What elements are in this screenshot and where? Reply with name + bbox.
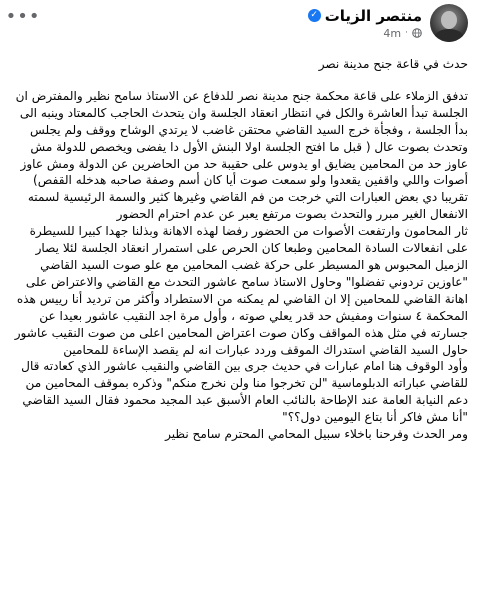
post-header [308, 2, 468, 44]
post-paragraph: تدفق الزملاء على قاعة محكمة جنح مدينة نصر للدفاع عن الاستاذ سامح نظير والمفترض ان الجلسة تبدأ العاشرة والكل في انتظار انعقاد الجلسة وان يتحدث الحاجب كالمعتاد وينبه الى بدأ الجلسة ، وفجأة خرج السيد القاضي محتقن غاضب لا يرتدي الوشاح ووقف ولم يجلس وتحدث بصوت عال ( قبل ما افتح الجلسة اولا البنش الأول دا يفضى ويخصص للدولة مش عاوز حد من المحامين يضايق او يدوس على حقيبة حد من الحاضرين عن الدولة ومش عاوز أصوات واللي واقفين يقعدوا ولو سمعت صوت أيا كان أسم وصفة صاحبه هدخله القفص) تقريبا دي بعض العبارات التي خرجت من فم القاضي وغيرها كثير والسمة الرئيسية لسمته الانفعال الغير مبرر والتحدث بصوت مرتفع يعبر عن عدم احترام الحضور [15, 88, 468, 222]
post-subline [383, 27, 422, 40]
paragraph-gap [10, 73, 468, 88]
author-name[interactable]: منتصر الزيات [324, 6, 422, 25]
post-paragraph: حدث في قاعة جنح مدينة نصر [318, 57, 468, 71]
separator-dot: · [405, 28, 408, 38]
post-timestamp[interactable]: 4m [383, 26, 402, 40]
post-paragraph: ثار المحامون وارتفعت الأصوات من الحضور رفضا لهذه الاهانة وبذلنا جهدا كبيرا للسيطرة على انفعالات السادة المحامين وطبعا كان الحرص على استمرار انعقاد الجلسة لئلا يصار الزميل المحبوس هو المسيطر على حركة غضب المحامين مع علو صوت السيد القاضي "عاوزين تردوني تفضلوا" وحاول الاستاذ سامح عاشور التحدث مع القاضي والاعتراض على اهانة القاضي للمحامين إلا ان القاضي لم يمكنه من الاستطراد وأكثر من ترديد أنا رييس هذه المحكمة ٤ سنوات ومفيش حد قدر يعلي صوته ، وأول مرة اجد النقيب عاشور بعيدا عن جسارته في مثل هذه المواقف وكان صوت اعتراض المحامين اعلى من صوت النقيب عاشور [14, 224, 468, 340]
post-paragraph: ومر الحدث وفرحنا باخلاء سبيل المحامي المحترم سامح نظير [165, 427, 468, 442]
author-name-row [308, 7, 422, 25]
verified-badge-icon: ✓ [308, 9, 321, 22]
author-avatar[interactable] [430, 4, 468, 42]
post-paragraph: حاول السيد القاضي استدراك الموقف وردد عبارات انه لم يقصد الإساءة للمحامين [63, 342, 468, 357]
more-options-icon[interactable]: ••• [5, 5, 41, 27]
post-paragraph: وأود الوقوف هنا امام عبارات في حديث جرى بين القاضي والنقيب عاشور الذي كعادته قال للقاضي عباراته الدبلوماسية "لن تخرجوا منا ولن نخرج منكم" وذكره بموقف المحامين من دعم النيابة العامة عند الإطاحة بالنائب العام الأسبق عبد المجيد محمود فقال السيد القاضي "أنا مش فاكر أنا بتاع اليومين دول؟؟" [21, 359, 468, 425]
author-meta [308, 7, 422, 40]
avatar-shoulders [434, 29, 464, 42]
globe-icon [412, 28, 422, 38]
post-body [10, 56, 468, 443]
avatar-face [441, 11, 457, 29]
